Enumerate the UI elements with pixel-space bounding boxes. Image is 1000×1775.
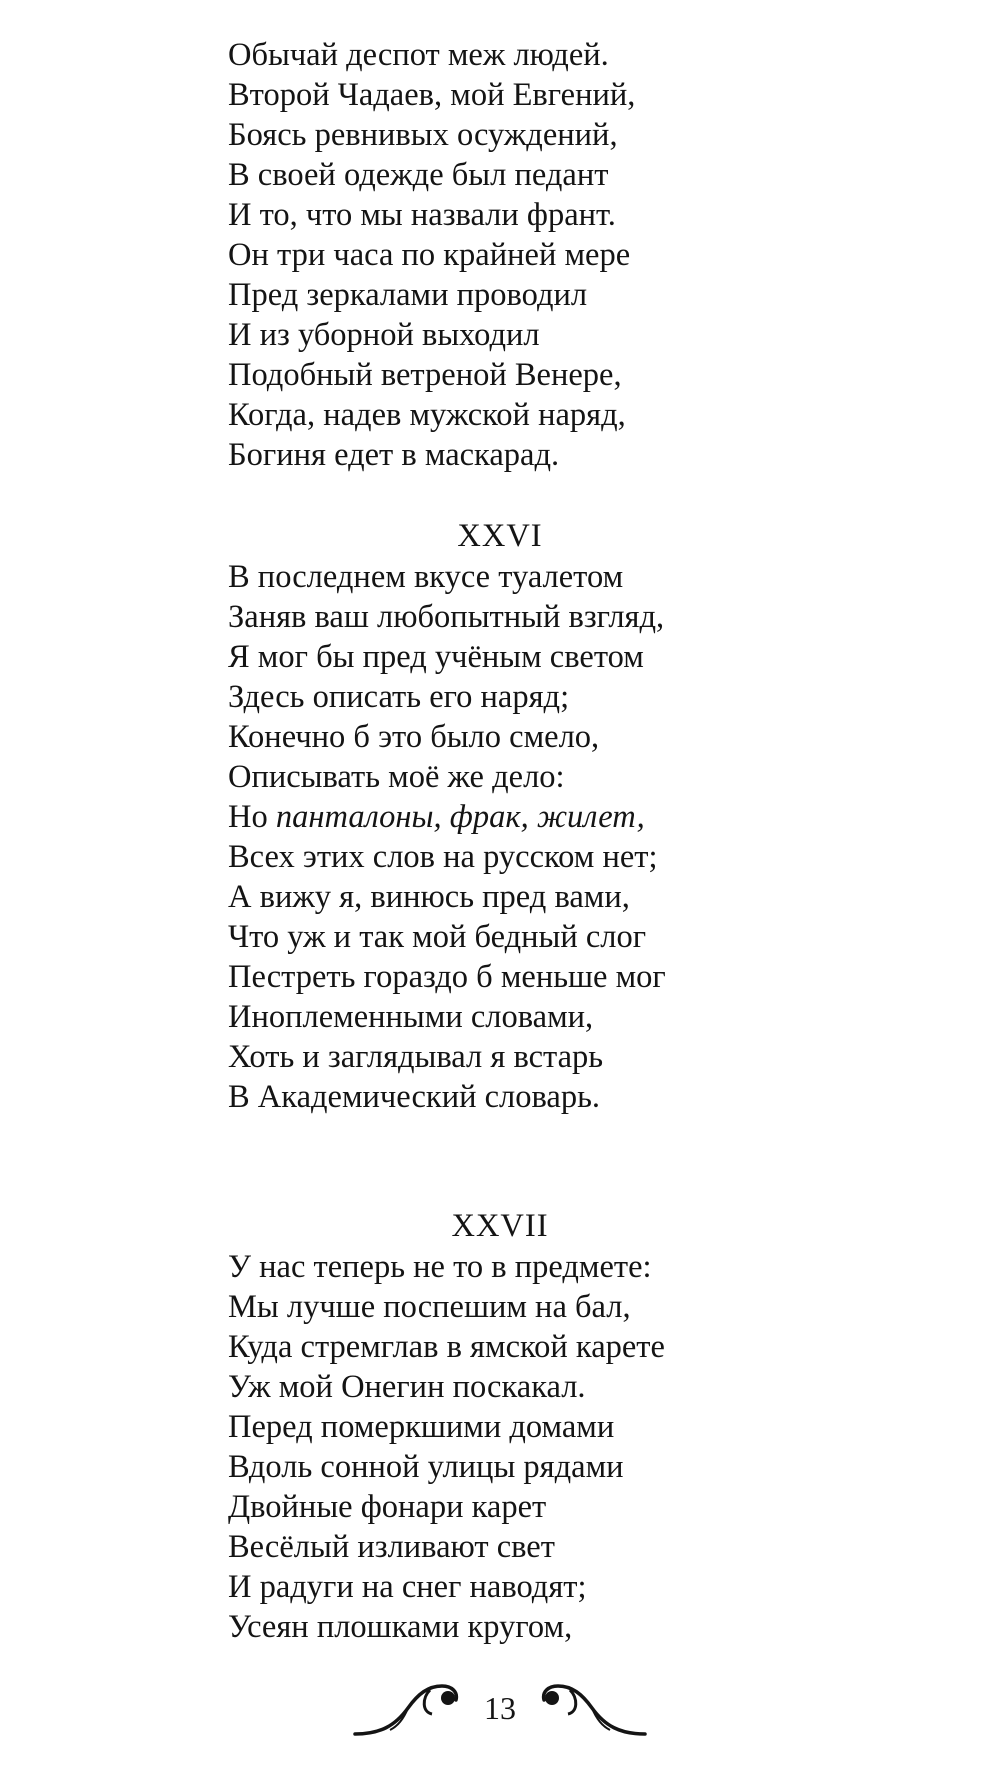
- verse-line: И радуги на снег наводят;: [228, 1569, 587, 1605]
- stanza-26: [228, 557, 848, 1117]
- verse-line: Я мог бы пред учёным светом: [228, 639, 644, 675]
- verse-line: Конечно б это было смело,: [228, 719, 600, 755]
- verse-line: Боясь ревнивых осуждений,: [228, 117, 618, 153]
- verse-line: Двойные фонари карет: [228, 1489, 547, 1525]
- verse-line: Иноплеменными словами,: [228, 999, 594, 1035]
- verse-line: В последнем вкусе туалетом: [228, 559, 624, 595]
- verse-line: Вдоль сонной улицы рядами: [228, 1449, 624, 1485]
- stanza-heading-xxvi: XXVI: [457, 518, 543, 554]
- verse-line: И то, что мы назвали франт.: [228, 197, 616, 233]
- verse-line: Что уж и так мой бедный слог: [228, 919, 647, 955]
- page-footer: [350, 1668, 650, 1748]
- verse-line: Уж мой Онегин поскакал.: [228, 1369, 586, 1405]
- page-number: 13: [484, 1690, 516, 1726]
- verse-line: У нас теперь не то в предмете:: [228, 1249, 652, 1285]
- verse-line: Когда, надев мужской наряд,: [228, 397, 626, 433]
- verse-line-mixed: [228, 797, 848, 837]
- verse-line: Второй Чадаев, мой Евгений,: [228, 77, 636, 113]
- verse-line-prefix: Но: [228, 799, 276, 835]
- verse-line: Пестреть гораздо б меньше мог: [228, 959, 666, 995]
- verse-line: Заняв ваш любопытный взгляд,: [228, 599, 665, 635]
- verse-line: А вижу я, винюсь пред вами,: [228, 879, 630, 915]
- verse-line: Подобный ветреной Венере,: [228, 357, 622, 393]
- verse-line: Он три часа по крайней мере: [228, 237, 631, 273]
- verse-line: Перед померкшими домами: [228, 1409, 615, 1445]
- verse-line: Куда стремглав в ямской карете: [228, 1329, 665, 1365]
- verse-line: Хоть и заглядывал я встарь: [228, 1039, 604, 1075]
- verse-line-italic: панталоны, фрак, жилет,: [275, 799, 645, 835]
- stanza-heading-xxvii: XXVII: [451, 1208, 549, 1244]
- stanza-25-ending: [228, 35, 848, 475]
- verse-line: Усеян плошками кругом,: [228, 1609, 573, 1645]
- verse-line: Мы лучше поспешим на бал,: [228, 1289, 631, 1325]
- verse-line: Пред зеркалами проводил: [228, 277, 588, 313]
- verse-line: Богиня едет в маскарад.: [228, 437, 560, 473]
- verse-line: И из уборной выходил: [228, 317, 540, 353]
- verse-line: Всех этих слов на русском нет;: [228, 839, 658, 875]
- verse-line: В своей одежде был педант: [228, 157, 609, 193]
- verse-line: В Академический словарь.: [228, 1079, 601, 1115]
- stanza-27: [228, 1247, 848, 1647]
- verse-line: Описывать моё же дело:: [228, 759, 565, 795]
- verse-line: Здесь описать его наряд;: [228, 679, 570, 715]
- verse-line: Обычай деспот меж людей.: [228, 37, 609, 73]
- verse-line: Весёлый изливают свет: [228, 1529, 555, 1565]
